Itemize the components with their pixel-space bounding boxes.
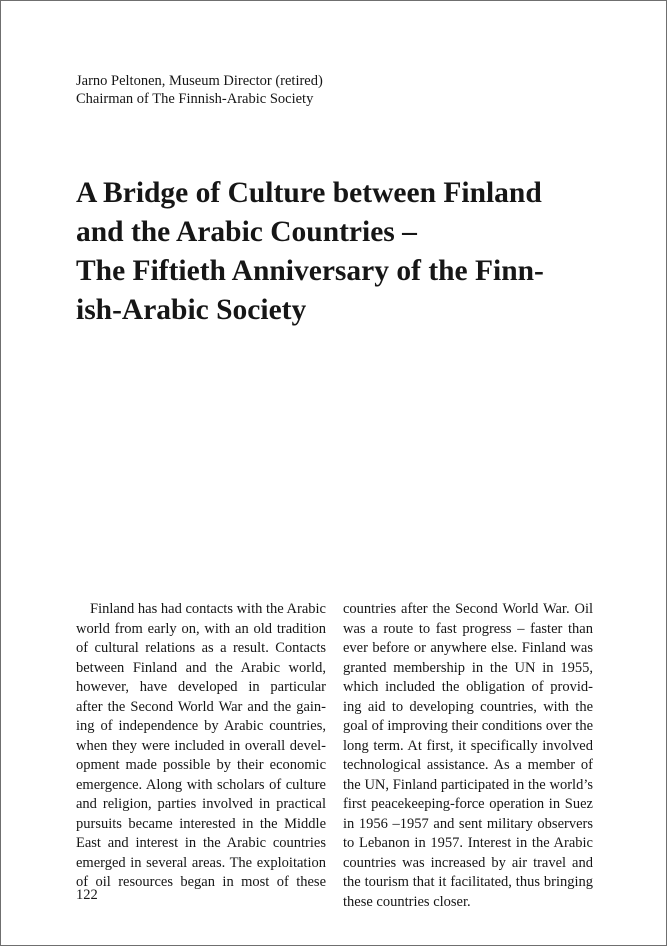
body-text-line: in 1956 –1957 and sent military observers <box>343 815 593 832</box>
body-text-line: the tourism that it facilitated, thus bringing <box>343 874 593 890</box>
body-text-line: long term. At first, it specifically involved <box>343 737 593 754</box>
body-text-line: emerged in several areas. The exploitation <box>76 854 326 871</box>
body-text-line: opment made possible by their economic <box>76 757 326 773</box>
title-line: and the Arabic Countries – <box>76 216 417 248</box>
title-line: The Fiftieth Anniversary of the Finn- <box>76 255 544 287</box>
body-text-line: and religion, parties involved in practical <box>76 796 326 812</box>
body-text-line: ever before or anywhere else. Finland was <box>343 640 593 656</box>
article-title <box>76 174 601 330</box>
body-text-line: of cultural relations as a result. Contacts <box>76 640 326 656</box>
author-block <box>76 72 596 108</box>
body-text-line: the UN, Finland participated in the world’s <box>343 776 593 793</box>
body-text-line: East and interest in the Arabic countries <box>76 835 326 851</box>
body-text-line: these countries closer. <box>343 893 471 910</box>
body-text-line: however, have developed in particular <box>76 679 326 695</box>
title-line: A Bridge of Culture between Finland <box>76 177 542 209</box>
body-text-line: when they were included in overall devel- <box>76 737 326 754</box>
body-text-line: was a route to fast progress – faster than <box>343 620 593 637</box>
title-line: ish-Arabic Society <box>76 294 307 326</box>
page-number: 122 <box>76 887 98 903</box>
body-text-line: countries after the Second World War. Oil <box>343 601 593 617</box>
body-text-line: ing aid to developing countries, with the <box>343 698 593 715</box>
body-text-line: which included the obligation of provid- <box>343 679 593 695</box>
body-text-line: technological assistance. As a member of <box>343 757 593 773</box>
body-text-line: after the Second World War and the gain- <box>76 698 326 715</box>
body-text-line: first peacekeeping-force operation in Suez <box>343 796 593 812</box>
body-text-line: emergence. Along with scholars of culture <box>76 776 326 793</box>
body-text-line: between Finland and the Arabic world, <box>76 659 326 676</box>
author-role-line: Chairman of The Finnish-Arabic Society <box>76 91 314 107</box>
body-text-line: world from early on, with an old tradition <box>76 620 326 637</box>
body-text-line: goal of improving their conditions over the <box>343 718 593 734</box>
body-text-line: ing of independence by Arabic countries, <box>76 718 326 734</box>
body-text-line: to Lebanon in 1957. Interest in the Arabic <box>343 835 593 851</box>
body-text-line: granted membership in the UN in 1955, <box>343 659 593 676</box>
author-name-line: Jarno Peltonen, Museum Director (retired) <box>76 73 323 89</box>
body-text-line: pursuits became interested in the Middle <box>76 815 326 832</box>
body-column-right <box>343 600 593 912</box>
body-text-line: countries was increased by air travel and <box>343 854 593 871</box>
body-text-line: Finland has had contacts with the Arabic <box>90 601 326 617</box>
body-text-line: of oil resources began in most of these <box>76 874 326 890</box>
body-column-left <box>76 600 326 893</box>
